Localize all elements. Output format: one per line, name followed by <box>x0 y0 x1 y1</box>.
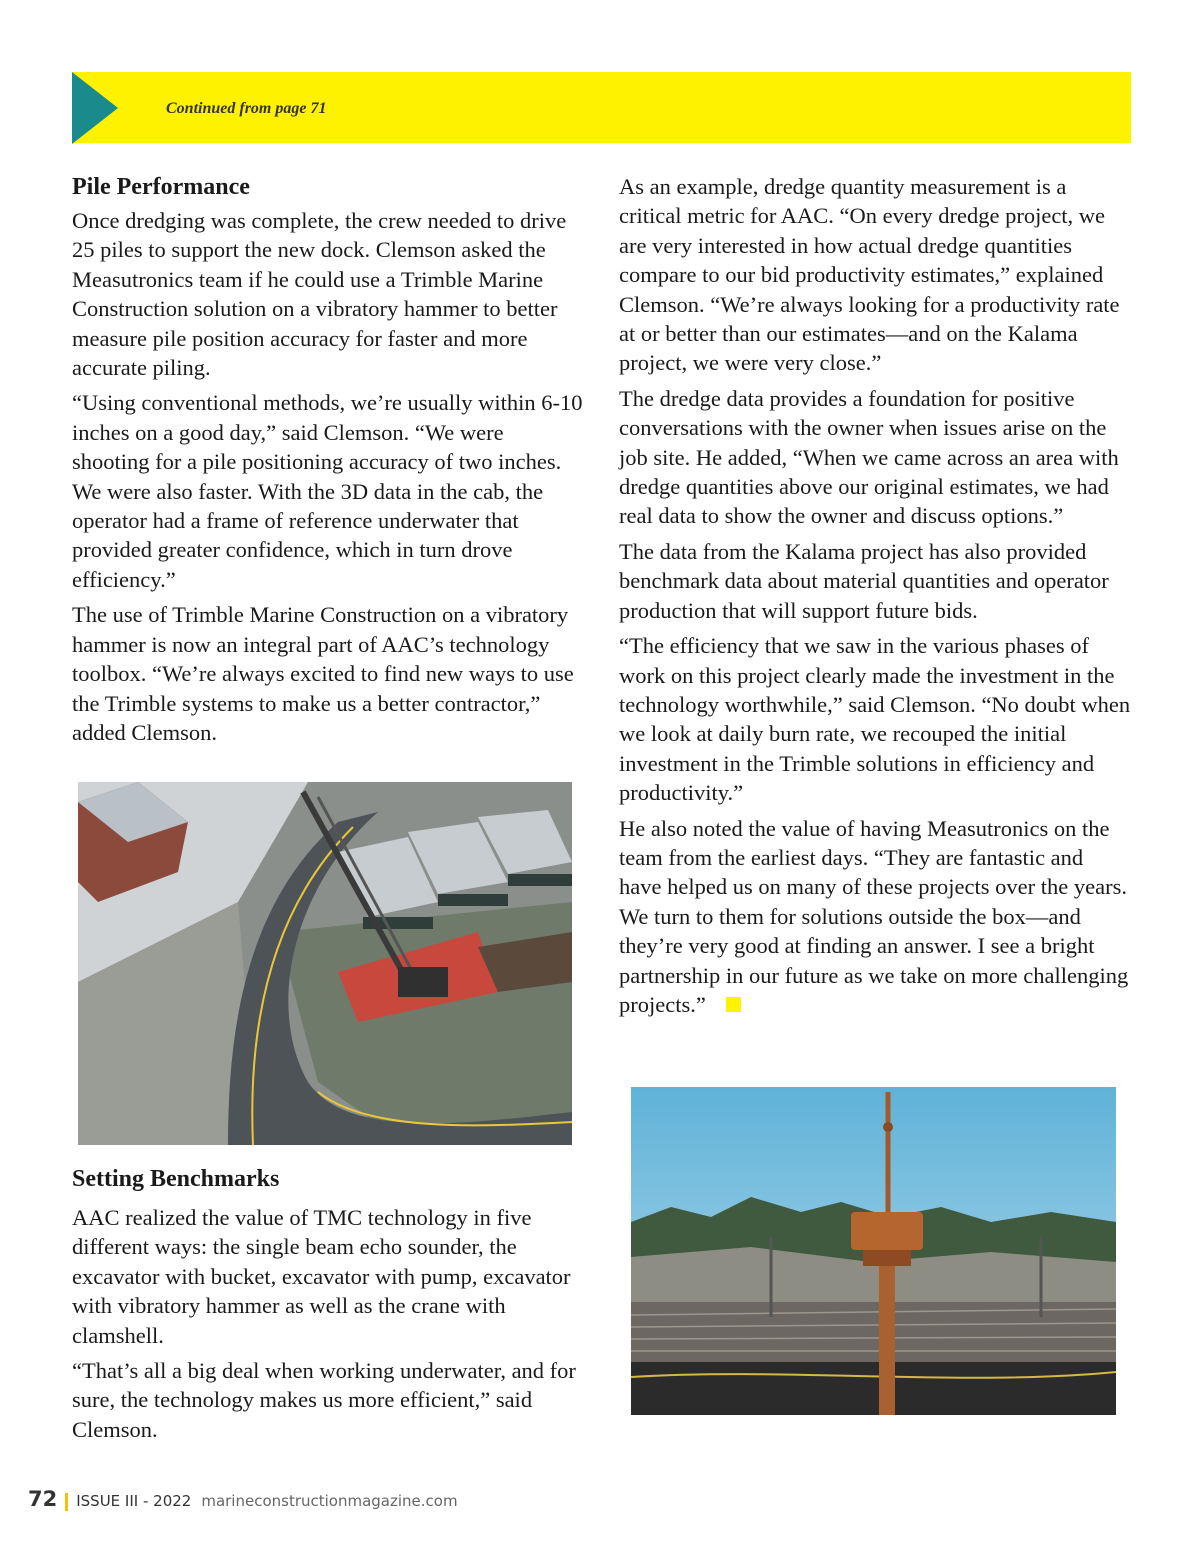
marina-crane-barge-photo <box>78 782 572 1145</box>
website-url: marineconstructionmagazine.com <box>201 1492 458 1510</box>
footer-divider <box>65 1493 68 1511</box>
end-of-article-icon <box>726 997 741 1012</box>
issue-label: ISSUE III - 2022 <box>76 1492 192 1510</box>
arrow-icon <box>72 72 118 144</box>
paragraph: “That’s all a big deal when working underwater, and for sure, the technology makes us more efficient,” said Clemson. <box>72 1358 576 1442</box>
paragraph: The data from the Kalama project has also provided benchmark data about material quantities and operator production that will support future bids. <box>619 538 1109 623</box>
paragraph: “The efficiency that we saw in the various phases of work on this project clearly made the investment in the technology worthwhile,” said Clemson. “No doubt when we look at daily burn rate, we recouped the initial investment in the Trimble solutions in efficiency and productivity.” <box>619 633 1131 806</box>
continued-from-text: Continued from page 71 <box>166 100 327 117</box>
left-column <box>72 172 584 753</box>
left-column-lower <box>72 1203 584 1450</box>
paragraph: The use of Trimble Marine Construction on a vibratory hammer is now an integral part of AAC’s technology toolbox. “We’re always excited to find new ways to use the Trimble systems to make us a better contractor,” added Clemson. <box>72 602 574 745</box>
heading-pile-performance: Pile Performance <box>72 174 250 200</box>
pile-hammer-photo <box>631 1087 1116 1415</box>
closing-paragraph-text: He also noted the value of having Measutronics on the team from the earliest days. “They are fantastic and have helped us on many of these projects over the years. We turn to them for solutions outside the box—and they’re very good at finding an answer. I see a bright partnership in our future as we take on more challenging projects.” <box>619 815 1129 1017</box>
continued-banner <box>72 72 1131 143</box>
heading-setting-benchmarks: Setting Benchmarks <box>72 1166 280 1192</box>
paragraph: The dredge data provides a foundation for positive conversations with the owner when issues arise on the job site. He added, “When we came across an area with dredge quantities above our original estimates, we had real data to show the owner and discuss options.” <box>619 385 1119 529</box>
page-footer <box>28 1487 458 1517</box>
paragraph: AAC realized the value of TMC technology in five different ways: the single beam echo sounder, the excavator with bucket, excavator with pump, excavator with vibratory hammer as well as the crane with clamshell. <box>72 1205 571 1348</box>
page-number: 72 <box>28 1487 58 1511</box>
right-column <box>619 172 1131 1025</box>
paragraph: Once dredging was complete, the crew needed to drive 25 piles to support the new dock. Clemson asked the Measutronics team if he could use a Trimble Marine Construction solution on a vibratory hammer to better measure pile position accuracy for faster and more accurate piling. <box>72 208 567 381</box>
paragraph: As an example, dredge quantity measurement is a critical metric for AAC. “On every dredge project, we are very interested in how actual dredge quantities compare to our bid productivity estimates,” explained Clemson. “We’re always looking for a productivity rate at or better than our estimates—and on the Kalama project, we were very close.” <box>619 174 1120 376</box>
paragraph: “Using conventional methods, we’re usually within 6-10 inches on a good day,” said Clemson. “We were shooting for a pile positioning accuracy of two inches. We were also faster. With the 3D data in the cab, the operator had a frame of reference underwater that provided greater confidence, which in turn drove efficiency.” <box>72 390 583 592</box>
paragraph <box>619 814 1131 1020</box>
